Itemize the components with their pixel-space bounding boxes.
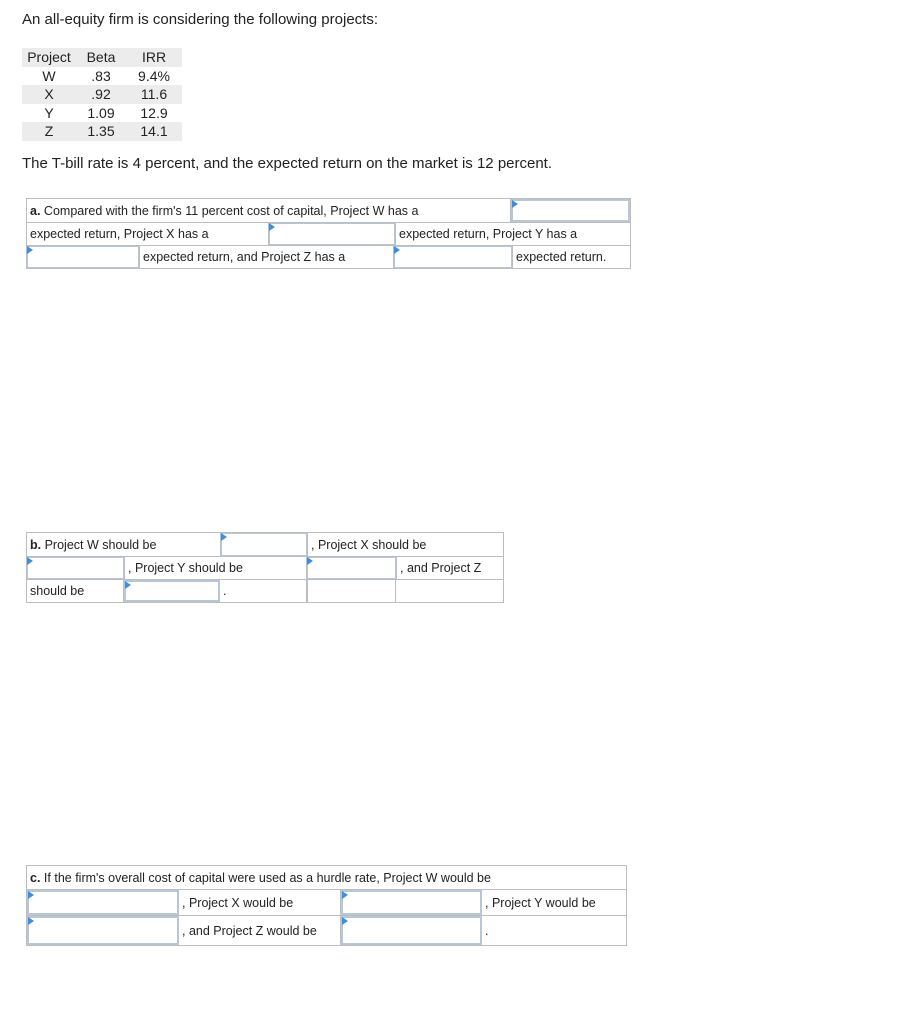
part-b-box (26, 532, 504, 603)
part-a-line-2b: expected return, Project Y has a (395, 223, 630, 245)
part-b-line-3a: should be (27, 580, 124, 602)
project-name: X (44, 86, 54, 102)
projects-table-header (22, 48, 182, 67)
part-c-line-2b: , Project Y would be (485, 895, 596, 910)
project-irr: 14.1 (140, 123, 168, 139)
part-b-row-3 (27, 580, 503, 602)
part-c-box (26, 865, 627, 946)
project-beta: .83 (91, 67, 111, 84)
part-a-w-select[interactable] (511, 199, 630, 222)
table-row (22, 122, 182, 141)
part-b-w-select[interactable] (221, 533, 307, 556)
project-irr: 9.4% (138, 67, 170, 84)
tbill-text: The T-bill rate is 4 percent, and the expected return on the market is 12 percent. (22, 155, 553, 172)
part-a-label: a. (30, 203, 41, 218)
part-a-z-select[interactable] (394, 246, 512, 268)
project-irr: 12.9 (140, 104, 168, 121)
part-a-line-3b: expected return. (512, 246, 630, 268)
part-b-line-1a (27, 533, 221, 556)
project-irr: 11.6 (140, 86, 168, 102)
project-name: W (42, 67, 56, 84)
part-a-box (26, 198, 631, 269)
part-b-line-1a-text: Project W should be (44, 537, 157, 552)
part-a-row-3 (27, 246, 630, 268)
header-irr: IRR (141, 49, 167, 65)
part-b-y-select[interactable] (307, 557, 396, 579)
part-c-line-3b: . (485, 923, 489, 938)
project-beta: .92 (91, 86, 111, 102)
part-b-empty-cell (307, 580, 396, 602)
part-c-x-select[interactable] (341, 890, 482, 915)
part-c-line-1-text: If the firm's overall cost of capital were used as a hurdle rate, Project W would be (43, 870, 491, 885)
part-b-line-3b: . (220, 580, 307, 602)
part-a-row-2 (27, 223, 630, 245)
part-c-z-select[interactable] (341, 916, 482, 945)
part-a-row-1 (27, 199, 630, 222)
part-a-line-1-text: Compared with the firm's 11 percent cost of capital, Project W has a (43, 203, 419, 218)
part-b-line-1b: , Project X should be (307, 533, 503, 556)
project-beta: 1.09 (87, 104, 115, 121)
part-b-row-2 (27, 557, 503, 579)
part-a-line-1 (27, 199, 511, 222)
part-a-y-select[interactable] (27, 246, 139, 268)
part-c-line-2a: , Project X would be (179, 890, 341, 915)
part-c-label: c. (30, 870, 41, 885)
project-name: Y (44, 104, 54, 121)
part-b-x-select[interactable] (27, 557, 124, 579)
part-b-label: b. (30, 537, 42, 552)
part-c-line-3a: , and Project Z would be (179, 916, 341, 945)
table-row (22, 85, 182, 104)
part-c-row-3 (27, 916, 626, 945)
project-beta: 1.35 (87, 123, 115, 139)
part-a-line-3a: expected return, and Project Z has a (139, 246, 394, 268)
project-name: Z (44, 123, 54, 139)
part-b-line-2a: , Project Y should be (124, 557, 307, 579)
header-project: Project (27, 49, 71, 65)
intro-text: An all-equity firm is considering the following projects: (22, 11, 378, 28)
part-c-w-select[interactable] (27, 890, 179, 915)
part-b-empty-cell (396, 580, 503, 602)
part-c-y-select[interactable] (27, 916, 179, 945)
part-a-line-2a: expected return, Project X has a (27, 223, 269, 245)
part-a-x-select[interactable] (269, 223, 395, 245)
table-row (22, 67, 182, 86)
projects-table (22, 48, 182, 141)
part-c-row-1 (27, 866, 626, 889)
part-b-row-1 (27, 533, 503, 556)
part-c-row-2 (27, 890, 626, 915)
header-beta: Beta (86, 49, 116, 65)
part-b-line-2b: , and Project Z (396, 557, 503, 579)
table-row (22, 104, 182, 123)
part-c-line-1 (27, 866, 626, 889)
part-b-z-select[interactable] (124, 580, 220, 602)
